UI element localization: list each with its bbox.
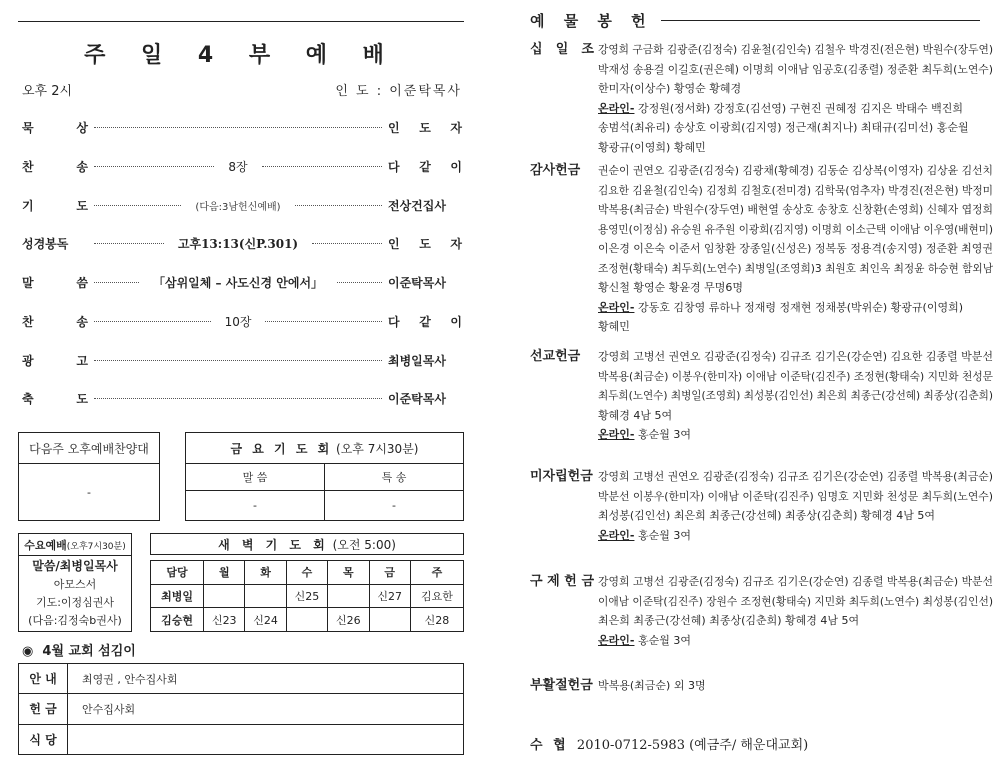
online-label: 온라인- (598, 428, 635, 441)
name-line: 강영희 고병선 김광준(김정숙) 김규조 김기은(강순연) 김종렬 박복용(최금순) 박분선 (598, 575, 993, 588)
dawn-row (151, 608, 464, 632)
dotted-leader (262, 166, 382, 167)
order-row (22, 350, 462, 370)
friday-col-sermon: 말 씀 (186, 464, 325, 491)
online-names: 송범석(최유리) 송상호 이광희(김지영) 정근재(최지나) 최태규(김미선) 홍순월 (598, 121, 969, 134)
bank-account: 수 협 2010-0712-5983 (예금주/ 해운대교회) (530, 738, 809, 753)
serve-role: 식 당 (19, 724, 68, 754)
order-row (22, 195, 462, 215)
name-line: 박복용(최금순) 박원수(장두연) 배현열 송상호 송창호 신창환(손영희) 신혜자 엽정희 (598, 203, 993, 216)
dotted-leader (94, 243, 164, 244)
serve-people: 안수집사회 (68, 694, 464, 724)
order-label: 찬 송 (22, 314, 88, 329)
order-person: 이준탁목사 (388, 275, 446, 290)
dawn-col-header: 목 (328, 561, 369, 585)
order-center (94, 274, 382, 291)
name-line: 권순이 권연오 김광준(김정숙) 김광채(황혜경) 김동순 김상복(이영자) 김상윤 김선치 (598, 164, 993, 177)
offering-section (530, 676, 993, 696)
online-line (598, 631, 691, 651)
serve-heading: ◉ 4월 교회 섬김이 (22, 644, 136, 659)
online-names: 홍순월 3여 (637, 633, 691, 647)
order-center-text: (다음:3남헌신예배) (195, 201, 281, 213)
name-line: 이애남 이준탁(김진주) 장원수 조정현(황태숙) 지민화 최두희(노연수) 최성봉(김인선) (598, 594, 993, 608)
name-line: 한미자(이상수) 황영순 황혜경 (598, 82, 742, 95)
name-line: 용영민(이정심) 유승원 유주원 이광희(김지영) 이명희 이소근택 이애남 이우영(배현미) (598, 222, 993, 236)
name-line: 최은희 최종근(강선혜) 최종상(김춘희) 황혜경 4남 5여 (598, 614, 860, 627)
order-center (94, 127, 382, 128)
dawn-cell (245, 584, 286, 608)
dawn-cell: 신24 (245, 608, 286, 632)
dotted-leader (94, 321, 211, 322)
wednesday-table (18, 533, 132, 632)
bullet-circle-icon: ◉ (22, 644, 34, 659)
name-line: 강영희 고병선 권연오 김광준(김정숙) 김규조 김기은(강순연) 김종렬 박복용(최금순) (598, 470, 993, 483)
dotted-leader (337, 282, 382, 283)
order-person: 전상건집사 (388, 198, 446, 213)
order-center-text: 8장 (228, 159, 248, 174)
order-label: 찬 송 (22, 159, 88, 174)
order-row (22, 233, 462, 253)
serve-role: 안 내 (19, 664, 68, 694)
order-person: 이준탁목사 (388, 391, 446, 406)
order-center-text: 「삼위일체 – 사도신경 안에서」 (152, 275, 324, 290)
choir-header: 다음주 오후예배찬양대 (19, 433, 160, 464)
dotted-leader (312, 243, 382, 244)
order-row (22, 388, 462, 408)
dotted-leader (94, 282, 139, 283)
serve-row (19, 664, 464, 694)
dawn-col-header: 금 (369, 561, 410, 585)
dawn-header: 새 벽 기 도 회 (오전 5:00) (150, 533, 464, 555)
name-line: 강영희 고병선 권연오 김광준(김정숙) 김규조 김기은(강순연) 김요한 김종렬 박분선 (598, 350, 993, 363)
dotted-leader (94, 205, 181, 206)
offering-section (530, 572, 993, 650)
dotted-leader (94, 398, 382, 399)
order-center (94, 198, 382, 213)
friday-song-value: - (324, 491, 463, 521)
order-center-text: 고후13:13(신P.301) (177, 236, 299, 251)
offering-label: 미자립헌금 (530, 469, 593, 484)
dawn-cell: 최병일 (151, 584, 204, 608)
dawn-row (151, 584, 464, 608)
serve-row (19, 724, 464, 754)
offering-label: 십 일 조 (530, 42, 594, 57)
order-center (94, 235, 382, 252)
dawn-col-header: 수 (286, 561, 327, 585)
offering-label: 선교헌금 (530, 349, 581, 364)
dawn-schedule-table (150, 560, 464, 632)
serve-people: 최영권 , 안수집사회 (68, 664, 464, 694)
dotted-leader (265, 321, 382, 322)
choir-value: - (19, 464, 160, 521)
online-label: 온라인- (598, 300, 635, 314)
offering-names (598, 161, 993, 337)
order-row (22, 272, 462, 292)
order-label: 축 도 (22, 391, 88, 406)
friday-col-special-song: 특 송 (324, 464, 463, 491)
offering-names (598, 572, 993, 650)
order-center-text: 10장 (224, 314, 252, 329)
order-row (22, 311, 462, 331)
wednesday-header: 수요예배(오후7시30분) (19, 534, 132, 556)
dawn-cell: 신26 (328, 608, 369, 632)
name-line: 최두희(노연수) 최병일(조영희) 최성봉(김인선) 최은희 최종근(강선혜) 최종상(김춘희) (598, 389, 993, 402)
dawn-cell: 신28 (410, 608, 463, 632)
online-line (598, 99, 963, 119)
order-person: 인 도 자 (388, 120, 462, 135)
name-line: 이은경 이은숙 이준서 임창환 장종일(신성은) 정복동 정용격(송지영) 정준환 최영권 (598, 242, 993, 255)
serve-role: 헌 금 (19, 694, 68, 724)
offering-section (530, 161, 993, 337)
order-center (94, 158, 382, 175)
order-center (94, 398, 382, 399)
order-center (94, 313, 382, 330)
offering-section (530, 347, 993, 445)
name-line: 황혜경 4남 5여 (598, 408, 673, 422)
dawn-cell: 신27 (369, 584, 410, 608)
name-line: 박복용(최금순) 이봉우(한미자) 이애남 이준탁(김진주) 조정현(황태숙) 지민화 천성문 (598, 369, 993, 383)
name-line: 황신철 황영순 황윤경 무명6명 (598, 281, 743, 294)
dawn-col-header: 주 (410, 561, 463, 585)
order-label: 성경봉독 (22, 236, 69, 251)
dawn-cell (204, 584, 245, 608)
name-line: 김요한 김윤철(김인숙) 김정희 김철호(전미경) 김학묵(엄추자) 박경진(전은현) 박정미 (598, 183, 993, 197)
order-person: 다 같 이 (388, 159, 462, 174)
choir-table (18, 432, 160, 521)
online-names: 홍순월 3여 (637, 428, 691, 441)
order-label: 말 씀 (22, 275, 88, 290)
dawn-header-row (151, 561, 464, 585)
online-names: 황광규(이영희) 황혜민 (598, 140, 706, 154)
serve-row (19, 694, 464, 724)
service-time: 오후 2시 (22, 84, 73, 99)
dawn-cell: 신25 (286, 584, 327, 608)
dotted-leader (94, 360, 382, 361)
offering-names (598, 676, 993, 696)
online-label: 온라인- (598, 101, 635, 115)
order-person: 인 도 자 (388, 236, 462, 251)
page-title: 주 일 4 부 예 배 (84, 43, 398, 68)
name-line: 박재성 송용걸 이길호(권은혜) 이명희 이애남 임공호(김종렬) 정준환 최두희(노연수) (598, 62, 993, 76)
dawn-cell: 김요한 (410, 584, 463, 608)
serve-people (68, 724, 464, 754)
online-label: 온라인- (598, 528, 635, 542)
dawn-cell (286, 608, 327, 632)
online-names: 홍순월 3여 (637, 528, 691, 542)
online-names: 강동호 김창영 류하나 정재령 정재현 정채봉(박위순) 황광규(이영희) (637, 300, 963, 314)
online-names: 황혜민 (598, 320, 630, 333)
offering-names (598, 40, 993, 157)
online-label: 온라인- (598, 633, 635, 647)
dawn-col-header: 화 (245, 561, 286, 585)
online-names: 강정원(정서화) 강정호(김선영) 구현진 권혜정 김지은 박태수 백진희 (637, 101, 963, 115)
dotted-leader (94, 127, 382, 128)
online-line (598, 317, 630, 337)
order-row (22, 117, 462, 137)
offering-section (530, 40, 993, 157)
dawn-col-header: 담당 (151, 561, 204, 585)
online-line (598, 526, 691, 546)
dotted-leader (295, 205, 382, 206)
dawn-cell (328, 584, 369, 608)
offering-label: 구 제 헌 금 (530, 574, 594, 589)
offering-heading: 예 물 봉 헌 (530, 10, 980, 31)
offering-label: 부활절헌금 (530, 678, 593, 693)
order-label: 기 도 (22, 198, 88, 213)
friday-prayer-table (185, 432, 464, 521)
dawn-cell (369, 608, 410, 632)
order-label: 묵 상 (22, 120, 88, 135)
dawn-cell: 김승현 (151, 608, 204, 632)
order-person: 다 같 이 (388, 314, 462, 329)
online-line (598, 118, 969, 138)
order-center (94, 360, 382, 361)
service-leader: 인 도 : 이준탁목사 (335, 84, 462, 99)
name-line: 최성봉(김인선) 최은희 최종근(강선혜) 최종상(김춘희) 황혜경 4남 5여 (598, 509, 935, 522)
name-line: 강영희 구금화 김광준(김정숙) 김윤철(김인숙) 김철우 박경진(전은현) 박원수(장두연) (598, 43, 993, 56)
offering-section (530, 467, 993, 545)
online-line (598, 425, 691, 445)
dotted-leader (94, 166, 214, 167)
name-line: 박복용(최금순) 외 3명 (598, 679, 706, 692)
serve-table (18, 663, 464, 755)
dawn-cell: 신23 (204, 608, 245, 632)
online-line (598, 298, 963, 318)
order-row (22, 156, 462, 176)
wednesday-details: 말씀/최병일목사 아모스서 기도:이정심권사 (다음:김정숙b권사) (19, 556, 132, 632)
order-person: 최병일목사 (388, 353, 446, 368)
offering-label: 감사헌금 (530, 163, 581, 178)
offering-names (598, 467, 993, 545)
online-line (598, 138, 706, 158)
name-line: 조정현(황태숙) 최두희(노연수) 최병일(조영희)3 최원호 최인옥 최정윤 하승현 함외남 (598, 261, 993, 275)
friday-header: 금 요 기 도 회 (오후 7시30분) (186, 433, 464, 464)
top-rule (18, 21, 464, 22)
offering-names (598, 347, 993, 445)
order-label: 광 고 (22, 353, 88, 368)
dawn-col-header: 월 (204, 561, 245, 585)
friday-sermon-value: - (186, 491, 325, 521)
name-line: 박분선 이봉우(한미자) 이애남 이준탁(김진주) 임명호 지민화 천성문 최두희(노연수) (598, 489, 993, 503)
